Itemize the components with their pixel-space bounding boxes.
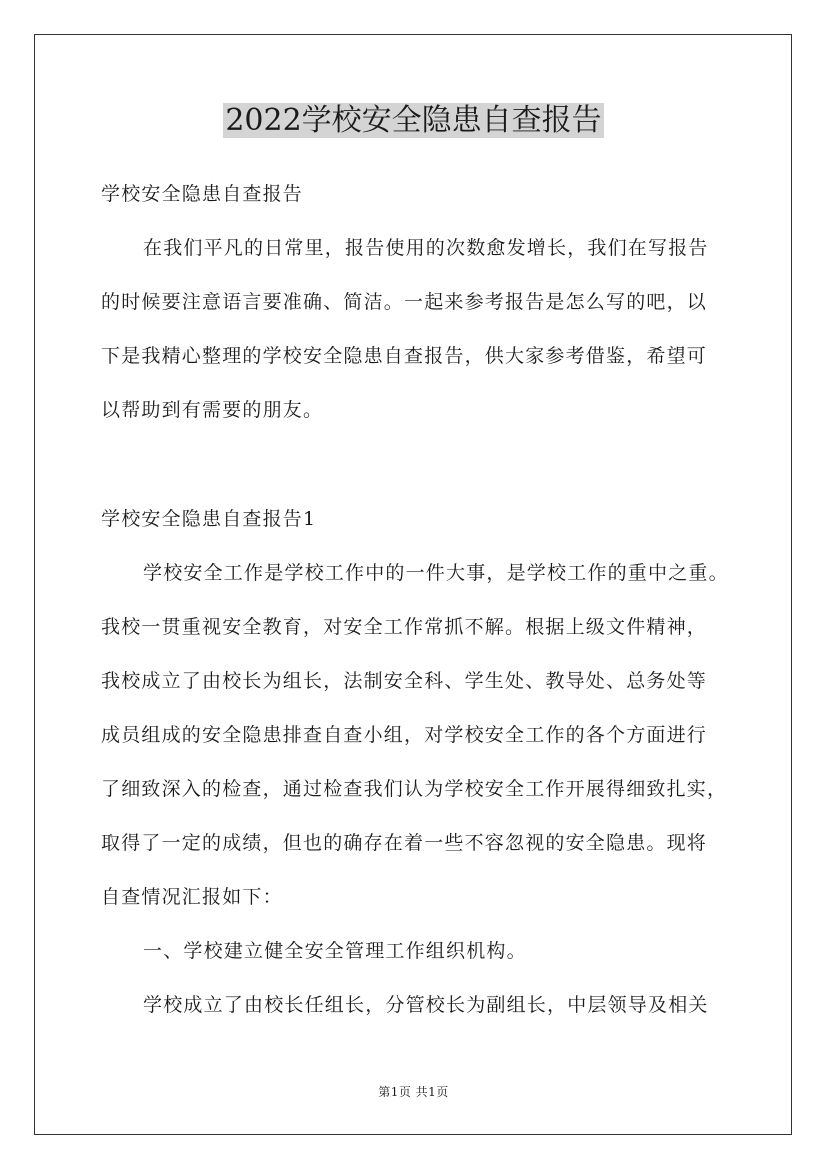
paragraph-line: 下是我精心整理的学校安全隐患自查报告，供大家参考借鉴，希望可 [101,345,708,367]
paragraph-line: 成员组成的安全隐患排查自查小组，对学校安全工作的各个方面进行 [101,724,708,746]
subtitle: 学校安全隐患自查报告 [101,183,304,205]
paragraph-line: 学校成立了由校长任组长，分管校长为副组长，中层领导及相关 [143,994,709,1016]
paragraph-line: 我校成立了由校长为组长，法制安全科、学生处、教导处、总务处等 [101,670,708,692]
page-footer: 第1页 共1页 [378,1085,449,1099]
paragraph-line: 学校安全工作是学校工作中的一件大事，是学校工作的重中之重。 [143,562,729,584]
paragraph-line: 取得了一定的成绩，但也的确存在着一些不容忽视的安全隐患。现将 [101,832,708,854]
paragraph-line: 以帮助到有需要的朋友。 [101,399,324,421]
paragraph-line: 了细致深入的检查，通过检查我们认为学校安全工作开展得细致扎实， [101,778,728,800]
subsection-heading: 一、学校建立健全安全管理工作组织机构。 [143,940,527,962]
section-heading: 学校安全隐患自查报告1 [101,508,317,530]
document-title-text: 2022学校安全隐患自查报告 [225,103,602,138]
paragraph-line: 自查情况汇报如下： [101,886,283,908]
paragraph-line: 我校一贯重视安全教育，对安全工作常抓不解。根据上级文件精神， [101,616,708,638]
paragraph-line: 的时候要注意语言要准确、简洁。一起来参考报告是怎么写的吧，以 [101,291,708,313]
paragraph-line: 在我们平凡的日常里，报告使用的次数愈发增长，我们在写报告 [143,237,709,259]
document-title [0,100,827,142]
